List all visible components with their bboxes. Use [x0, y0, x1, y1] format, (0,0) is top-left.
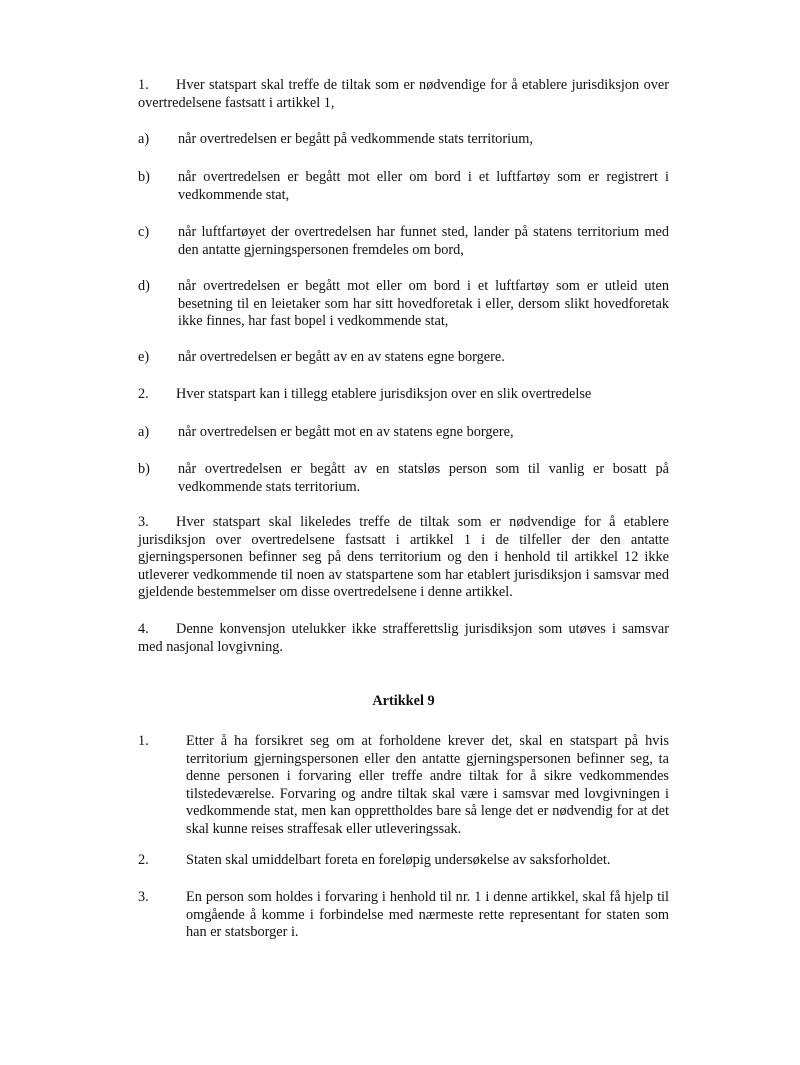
paragraph-8-3: [138, 514, 669, 602]
item-label: e): [138, 349, 150, 365]
item-text: når overtredelsen er begått på vedkommende stats territorium,: [178, 131, 533, 147]
item-text: når overtredelsen er begått av en av statens egne borgere.: [178, 349, 505, 365]
item-label: b): [138, 461, 150, 477]
list-item-8-2-b: [138, 461, 669, 496]
paragraph-number: 1.: [138, 77, 149, 93]
paragraph-8-4: [138, 621, 669, 656]
item-label: d): [138, 278, 150, 294]
item-text: Staten skal umiddelbart foreta en foreløpig undersøkelse av saksforholdet.: [186, 852, 611, 868]
paragraph-number: 4.: [138, 621, 149, 637]
item-text: når overtredelsen er begått av en statsløs person som til vanlig er bosatt på vedkommende stats territorium.: [178, 461, 669, 495]
item-text: når luftfartøyet der overtredelsen har funnet sted, lander på statens territorium med den antatte gjerningspersonen fremdeles om bord,: [178, 224, 669, 258]
list-item-9-3: [138, 889, 669, 942]
paragraph-text: Hver statspart kan i tillegg etablere jurisdiksjon over en slik overtredelse: [176, 386, 592, 402]
list-item-9-2: [138, 852, 669, 870]
paragraph-text: Denne konvensjon utelukker ikke strafferettslig jurisdiksjon som utøves i samsvar med nasjonal lovgivning.: [138, 621, 669, 655]
list-item-8-1-e: [138, 349, 669, 367]
item-label: 3.: [138, 889, 149, 905]
list-item-9-1: [138, 733, 669, 839]
item-label: a): [138, 424, 150, 440]
list-item-8-1-c: [138, 224, 669, 259]
list-item-8-2-a: [138, 424, 669, 442]
article-heading: Artikkel 9: [372, 693, 435, 709]
item-text: når overtredelsen er begått mot eller om bord i et luftfartøy som er registrert i vedkommende stat,: [178, 169, 669, 203]
paragraph-text: Hver statspart skal likeledes treffe de tiltak som er nødvendige for å etablere jurisdiksjon over overtredelsene fastsatt i artikkel 1 i de tilfeller der den antatte gjerningspersonen befinner seg på dens territorium og den i henhold til artikkel 12 ikke utleverer vedkommende til noen av statspartene som har etablert jurisdiksjon i samsvar med gjeldende bestemmelser om disse overtredelsene i denne artikkel.: [138, 514, 669, 601]
paragraph-8-1: [138, 77, 669, 112]
paragraph-text: Hver statspart skal treffe de tiltak som er nødvendige for å etablere jurisdiksjon over overtredelsene fastsatt i artikkel 1,: [138, 77, 669, 111]
list-item-8-1-d: [138, 278, 669, 331]
item-text: når overtredelsen er begått mot eller om bord i et luftfartøy som er utleid uten besetning til en leietaker som har sitt hovedforetak i eller, dersom slikt hovedforetak ikke finnes, har fast bopel i vedkommende stat,: [178, 278, 669, 330]
item-label: b): [138, 169, 150, 185]
item-label: c): [138, 224, 150, 240]
list-item-8-1-b: [138, 169, 669, 204]
paragraph-number: 3.: [138, 514, 149, 530]
item-text: når overtredelsen er begått mot en av statens egne borgere,: [178, 424, 514, 440]
list-item-8-1-a: [138, 131, 669, 149]
item-label: 2.: [138, 852, 149, 868]
item-text: Etter å ha forsikret seg om at forholdene krever det, skal en statspart på hvis territorium gjerningspersonen eller den antatte gjerningspersonen befinner seg, ta denne personen i forvaring eller treffe andre tiltak for å sikre vedkommendes tilstedeværelse. Forvaring og andre tiltak skal være i samsvar med lovgivningen i vedkommende stat, men kan opprettholdes bare så lenge det er nødvendig for at det skal kunne reises straffesak eller utleveringssak.: [186, 733, 669, 837]
item-label: a): [138, 131, 150, 147]
item-label: 1.: [138, 733, 149, 749]
item-text: En person som holdes i forvaring i henhold til nr. 1 i denne artikkel, skal få hjelp til omgående å komme i forbindelse med nærmeste rette representant for staten som han er statsborger i.: [186, 889, 669, 941]
paragraph-8-2: [138, 386, 669, 404]
paragraph-number: 2.: [138, 386, 149, 402]
